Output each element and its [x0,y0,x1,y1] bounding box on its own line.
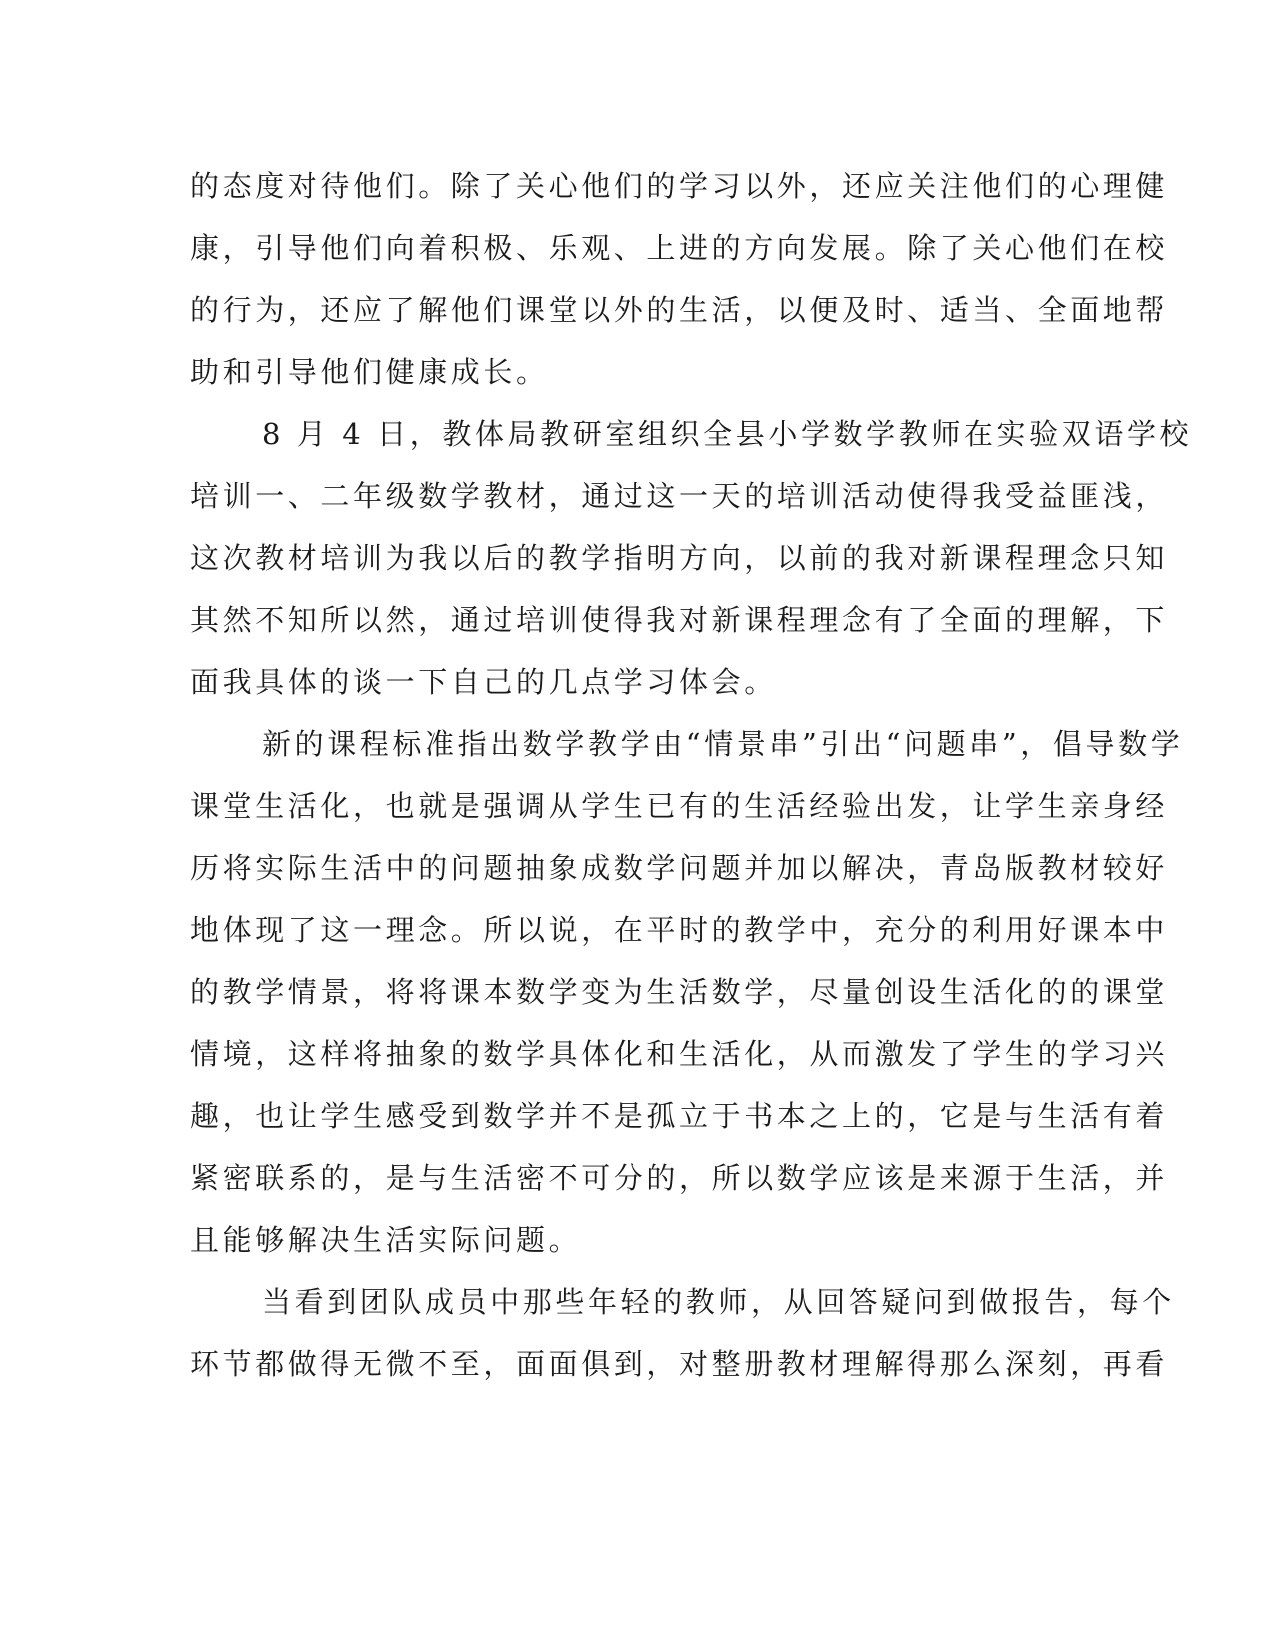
text-line: 助和引导他们健康成长。 [190,355,549,389]
text-line: 的教学情景，将将课本数学变为生活数学，尽量创设生活化的的课堂 [190,975,1169,1009]
text-line: 康，引导他们向着积极、乐观、上进的方向发展。除了关心他们在校 [190,231,1169,265]
text-line: 面我具体的谈一下自己的几点学习体会。 [190,665,777,699]
text-line: 培训一、二年级数学教材，通过这一天的培训活动使得我受益匪浅， [190,479,1169,513]
text-line: 情境，这样将抽象的数学具体化和生活化，从而激发了学生的学习兴 [190,1037,1169,1071]
text-line: 课堂生活化，也就是强调从学生已有的生活经验出发，让学生亲身经 [190,789,1169,823]
text-line: 的态度对待他们。除了关心他们的学习以外，还应关注他们的心理健 [190,169,1169,203]
paragraph-2 [190,403,1193,713]
paragraph-1 [190,155,1169,403]
text-line: 其然不知所以然，通过培训使得我对新课程理念有了全面的理解，下 [190,603,1169,637]
text-line-first: 新的课程标准指出数学教学由“情景串”引出“问题串”，倡导数学 [262,727,1184,761]
text-line-first: 8 月 4 日，教体局教研室组织全县小学数学教师在实验双语学校 [262,417,1193,451]
text-line: 环节都做得无微不至，面面俱到，对整册教材理解得那么深刻，再看 [190,1347,1169,1381]
text-line-first: 当看到团队成员中那些年轻的教师，从回答疑问到做报告，每个 [262,1285,1175,1319]
text-line: 且能够解决生活实际问题。 [190,1223,582,1257]
text-line: 趣，也让学生感受到数学并不是孤立于书本之上的，它是与生活有着 [190,1099,1169,1133]
body-text [190,155,1193,1395]
text-line: 历将实际生活中的问题抽象成数学问题并加以解决，青岛版教材较好 [190,851,1169,885]
text-line: 紧密联系的，是与生活密不可分的，所以数学应该是来源于生活，并 [190,1161,1169,1195]
text-line: 地体现了这一理念。所以说，在平时的教学中，充分的利用好课本中 [190,913,1169,947]
paragraph-4 [190,1271,1175,1395]
text-line: 这次教材培训为我以后的教学指明方向，以前的我对新课程理念只知 [190,541,1169,575]
text-line: 的行为，还应了解他们课堂以外的生活，以便及时、适当、全面地帮 [190,293,1169,327]
paragraph-3 [190,713,1184,1271]
